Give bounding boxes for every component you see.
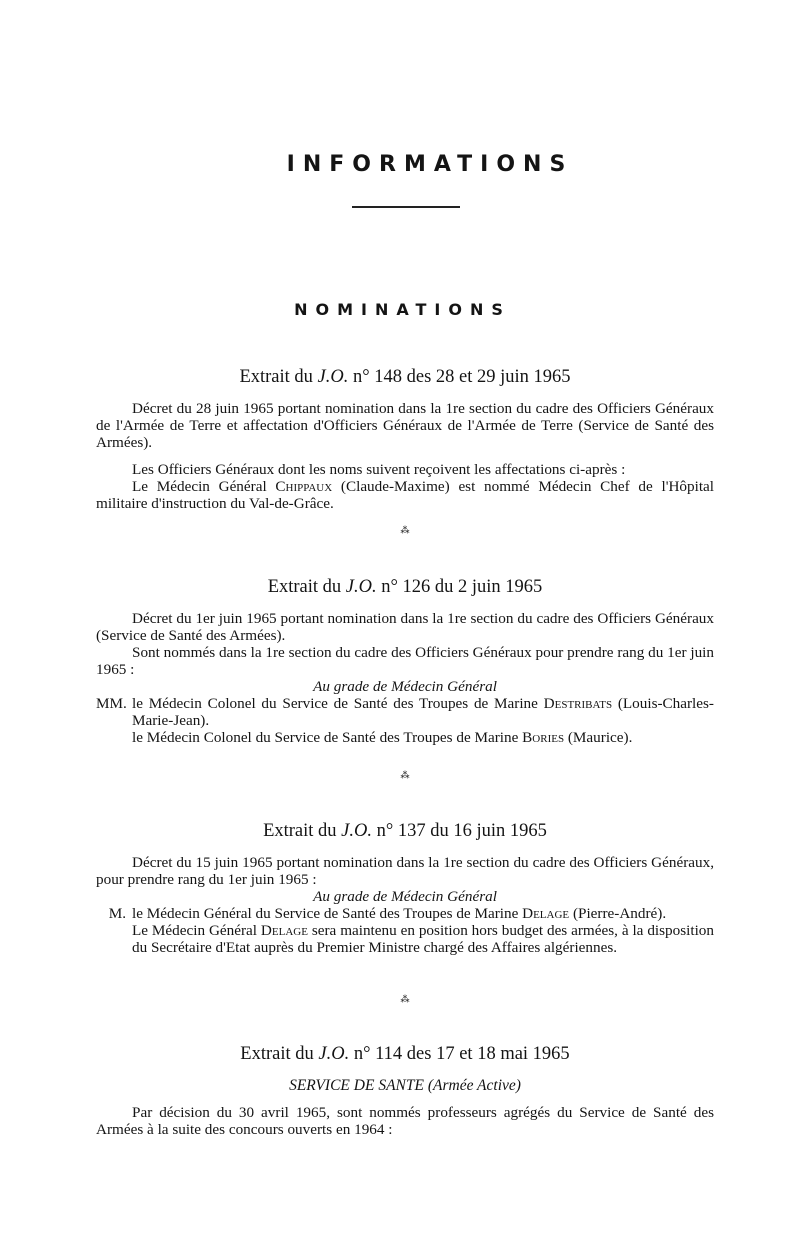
service-heading: SERVICE DE SANTE (Armée Active) [289,1077,521,1094]
title-rule [352,206,460,208]
nominee-item: le Médecin Général du Service de Santé des Troupes de Marine Delage (Pierre-André). [132,905,667,922]
decree-paragraph: Décret du 1er juin 1965 portant nomination dans la 1re section du cadre des Officiers Généraux (Service de Santé des Armées). [96,610,714,644]
assignment-paragraph: Les Officiers Généraux dont les noms suivent reçoivent les affectations ci-après : [132,461,626,478]
nominee-prefix: M. [108,905,126,922]
nominee-list [96,695,714,746]
decree-paragraph: Décret du 28 juin 1965 portant nomination dans la 1re section du cadre des Officiers Généraux de l'Armée de Terre et affectation d'Officiers Généraux de l'Armée de Terre (Service de Santé des Armées). [96,400,714,451]
separator-asterism: ⁂ [400,525,410,535]
extract-heading: Extrait du J.O. n° 126 du 2 juin 1965 [267,577,543,597]
extract-heading: Extrait du J.O. n° 114 des 17 et 18 mai 1965 [240,1044,570,1064]
extract-heading: Extrait du J.O. n° 148 des 28 et 29 juin 1965 [239,367,571,387]
decision-paragraph: Par décision du 30 avril 1965, sont nommés professeurs agrégés du Service de Santé des Armées à la suite des concours ouverts en 1964 : [96,1104,714,1138]
extract-section-4 [96,1044,714,1138]
separator-asterism: ⁂ [400,770,410,780]
extract-section-1 [96,367,714,512]
appointment-paragraph: Le Médecin Général Chippaux (Claude-Maxime) est nommé Médecin Chef de l'Hôpital militaire d'instruction du Val-de-Grâce. [96,478,714,512]
grade-line: Au grade de Médecin Général [313,888,497,905]
section-title: NOMINATIONS [294,300,511,319]
nominee-prefix: MM. [96,695,127,712]
nominee-list [96,905,714,956]
nominee-item: le Médecin Colonel du Service de Santé des Troupes de Marine Bories (Maurice). [132,729,633,746]
extract-heading: Extrait du J.O. n° 137 du 16 juin 1965 [263,821,547,841]
nominee-item: Le Médecin Général Delage sera maintenu en position hors budget des armées, à la disposition du Secrétaire d'Etat auprès du Premier Ministre chargé des Affaires algériennes. [132,922,714,956]
decree-paragraph: Décret du 15 juin 1965 portant nomination dans la 1re section du cadre des Officiers Généraux, pour prendre rang du 1er juin 1965 : [96,854,714,888]
separator-asterism: ⁂ [400,994,410,1004]
page-title: INFORMATIONS [286,152,574,177]
grade-line: Au grade de Médecin Général [313,678,497,695]
extract-section-2 [96,577,714,746]
extract-section-3 [96,821,714,956]
rank-paragraph: Sont nommés dans la 1re section du cadre des Officiers Généraux pour prendre rang du 1er juin 1965 : [96,644,714,678]
nominee-item: le Médecin Colonel du Service de Santé des Troupes de Marine Destribats (Louis-Charles-Marie-Jean). [132,695,714,729]
